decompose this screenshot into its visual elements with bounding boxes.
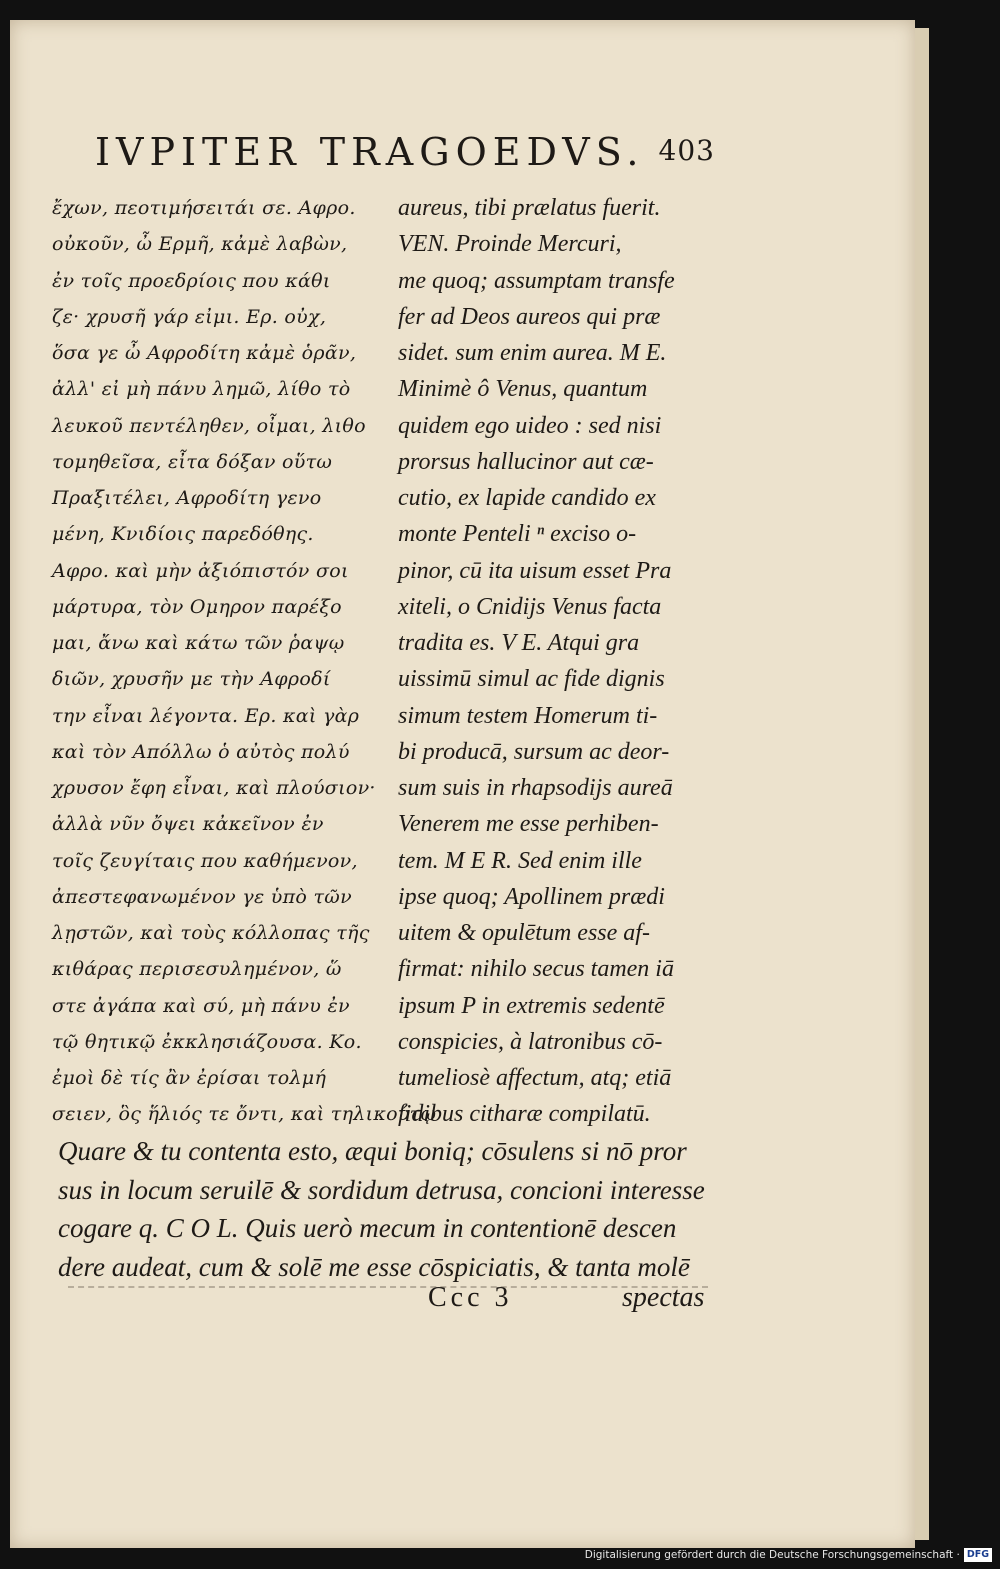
greek-line: ὅσα γε ὦ Αφροδίτη κἀμὲ ὁρᾶν,: [52, 342, 357, 364]
greek-line: χρυσον ἔφη εἶναι, καὶ πλούσιον·: [52, 777, 376, 799]
latin-line: Venerem me esse perhiben-: [398, 811, 659, 838]
greek-line: Πραξιτέλει, Αφροδίτη γενο: [52, 487, 322, 509]
greek-line: ἐν τοῖς προεδρίοις που κάθι: [52, 269, 331, 292]
latin-line: tradita es. V E. Atqui gra: [398, 630, 640, 656]
greek-line: λευκοῦ πεντέληθεν, οἶμαι, λιθο: [52, 414, 366, 437]
latin-line: cutio, ex lapide candido ex: [398, 485, 656, 511]
greek-line: μένη, Κνιδίοις παρεδόθης.: [52, 523, 314, 546]
footer-credit: Digitalisierung gefördert durch die Deutsche Forschungsgemeinschaft ·: [584, 1549, 960, 1561]
greek-line: Αφρο. καὶ μὴν ἀξιόπιστόν σοι: [52, 559, 349, 582]
latin-line: me quoq; assumptam transfe: [398, 267, 675, 294]
latin-line: ipsum P in extremis sedentē: [398, 992, 665, 1019]
latin-line: sum suis in rhapsodijs aureā: [398, 775, 673, 801]
latin-line: firmat: nihilo secus tamen iā: [398, 956, 674, 983]
latin-line: uissimū simul ac fide dignis: [398, 666, 665, 693]
dfg-logo: DFG: [964, 1548, 992, 1562]
greek-line: σειεν, ὃς ἥλιός τε ὄντι, καὶ τηλικούτῳ: [52, 1103, 437, 1126]
latin-line: bi producā, sursum ac deor-: [398, 738, 670, 765]
greek-line: οὐκοῦν, ὦ Ερμῆ, κἀμὲ λαβὼν,: [52, 233, 348, 256]
greek-line: ἐμοὶ δὲ τίς ἂν ἐρίσαι τολμή: [52, 1067, 327, 1089]
latin-line: sidet. sum enim aurea. M E.: [398, 340, 667, 366]
latin-line: tumeliosè affectum, atq; etiā: [398, 1065, 672, 1091]
greek-line: ἀλλὰ νῦν ὄψει κἀκεῖνον ἐν: [52, 813, 324, 836]
greek-line: τομηθεῖσα, εἶτα δόξαν οὕτω: [52, 450, 333, 473]
bottom-line: cogare q. C O L. Quis uerò mecum in contentionē descen: [58, 1213, 677, 1243]
latin-line: monte Penteli ⁿ exciso o-: [398, 521, 637, 548]
signature-mark: Ccc 3: [428, 1282, 513, 1313]
page-number: 403: [658, 134, 715, 167]
book-page: [10, 20, 915, 1548]
greek-line: τοῖς ζευγίταις που καθήμενον,: [52, 849, 358, 872]
latin-line: quidem ego uideo : sed nisi: [398, 412, 662, 439]
latin-line: fidibus citharæ compilatū.: [398, 1101, 651, 1128]
greek-line: ἀπεστεφανωμένον γε ὑπὸ τῶν: [52, 885, 352, 908]
greek-line: στε ἀγάπα καὶ σύ, μὴ πάνυ ἐν: [52, 994, 350, 1017]
latin-line: simum testem Homerum ti-: [398, 702, 658, 729]
greek-line: ζε· χρυσῆ γάρ εἰμι. Ερ. οὐχ,: [52, 305, 327, 328]
catchword: spectas: [622, 1282, 705, 1313]
greek-line: τῷ θητικῷ ἐκκλησιάζουσα. Κο.: [52, 1030, 362, 1053]
greek-line: ἀλλ' εἰ μὴ πάνυ λημῶ, λίθο τὸ: [52, 378, 351, 401]
greek-line: καὶ τὸν Απόλλω ὁ αὐτὸς πολύ: [52, 740, 350, 763]
latin-line: VEN. Proinde Mercuri,: [398, 231, 622, 258]
bottom-rule: [68, 1286, 708, 1288]
greek-line: διῶν, χρυσῆν με τὴν Αφροδί: [52, 668, 331, 691]
latin-line: fer ad Deos aureos qui præ: [398, 303, 661, 330]
latin-line: xiteli, o Cnidijs Venus facta: [398, 593, 662, 620]
digitization-footer: [585, 1547, 992, 1563]
latin-line: pinor, cū ita uisum esset Pra: [398, 557, 672, 584]
bottom-line: sus in locum seruilē & sordidum detrusa, concioni interesse: [58, 1174, 705, 1205]
greek-line: κιθάρας περισεσυλημένον, ὥ: [52, 958, 342, 981]
latin-line: conspicies, à latronibus cō-: [398, 1028, 663, 1055]
greek-line: λῃστῶν, καὶ τοὺς κόλλοπας τῆς: [52, 922, 370, 944]
greek-line: ἔχων, πεοτιμήσειτάι σε. Αφρο.: [52, 197, 356, 219]
page-edge: [915, 28, 929, 1540]
greek-text-column: [52, 190, 437, 1133]
latin-text-column: [398, 190, 718, 1133]
greek-line: μαι, ἄνω καὶ κάτω τῶν ῥαψῳ: [52, 632, 345, 654]
running-head-title: IVPITER TRAGOEDVS.: [95, 130, 645, 174]
greek-line: την εἶναι λέγοντα. Ερ. καὶ γὰρ: [52, 704, 360, 727]
latin-line: uitem & opulētum esse af-: [398, 920, 650, 946]
bottom-paragraph: [58, 1132, 720, 1286]
latin-line: Minimè ô Venus, quantum: [398, 376, 648, 403]
bottom-line: Quare & tu contenta esto, æqui boniq; cōsulens si nō pror: [58, 1136, 687, 1166]
latin-line: prorsus hallucinor aut cæ-: [398, 448, 654, 475]
greek-line: μάρτυρα, τὸν Ομηρον παρέξο: [52, 595, 342, 618]
bottom-line: dere audeat, cum & solē me esse cōspiciatis, & tanta molē: [58, 1251, 690, 1282]
latin-line: tem. M E R. Sed enim ille: [398, 847, 642, 874]
latin-line: ipse quoq; Apollinem prædi: [398, 883, 665, 910]
latin-line: aureus, tibi prælatus fuerit.: [398, 195, 661, 221]
running-head: [95, 130, 715, 180]
